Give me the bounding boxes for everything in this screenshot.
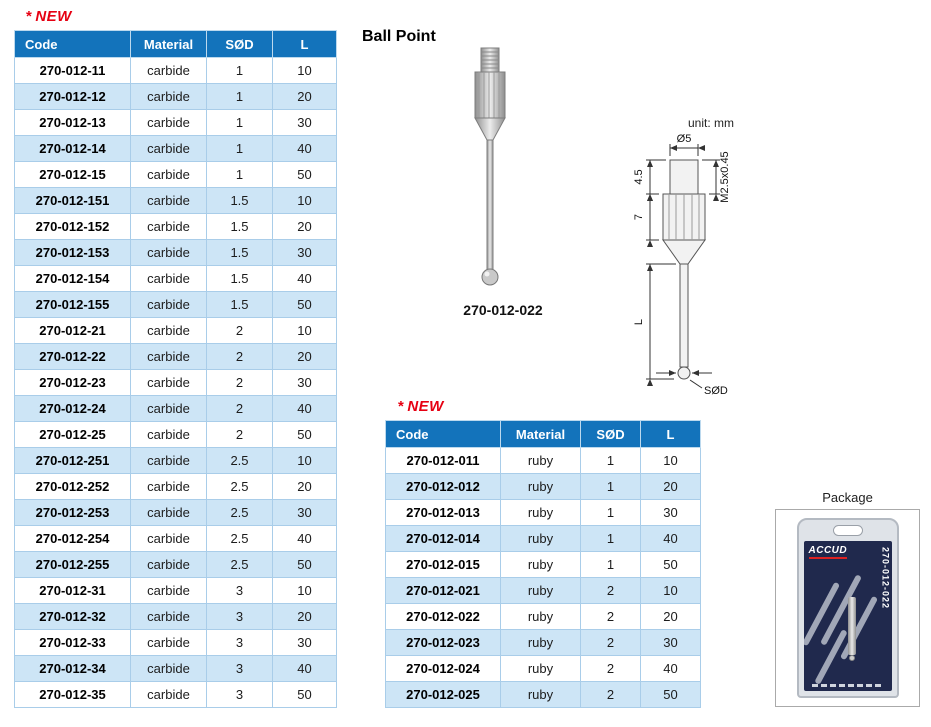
value-cell: 20 [273,344,337,370]
table-row [15,188,337,214]
value-cell: 3 [207,656,273,682]
value-cell: carbide [131,58,207,84]
table-row [386,630,701,656]
value-cell: 1 [207,84,273,110]
code-cell: 270-012-255 [15,552,131,578]
value-cell: 30 [273,370,337,396]
unit-note: unit: mm [688,116,735,130]
value-cell: 10 [273,188,337,214]
code-cell: 270-012-11 [15,58,131,84]
new-text: NEW [407,398,444,415]
value-cell: carbide [131,292,207,318]
value-cell: carbide [131,318,207,344]
value-cell: carbide [131,162,207,188]
value-cell: carbide [131,474,207,500]
table-row [15,344,337,370]
code-cell: 270-012-24 [15,396,131,422]
code-cell: 270-012-33 [15,630,131,656]
column-header: Material [501,421,581,448]
value-cell: 2 [581,630,641,656]
package-card [804,541,892,691]
value-cell: 50 [273,422,337,448]
value-cell: 3 [207,578,273,604]
value-cell: 1.5 [207,240,273,266]
value-cell: ruby [501,656,581,682]
carbide-spec-table [14,30,337,708]
value-cell: 40 [273,656,337,682]
table-row [15,604,337,630]
value-cell: 10 [641,448,701,474]
code-cell: 270-012-012 [386,474,501,500]
table-row [15,578,337,604]
package-image [775,509,920,707]
code-cell: 270-012-31 [15,578,131,604]
new-text: NEW [35,8,72,25]
column-header: L [641,421,701,448]
code-cell: 270-012-152 [15,214,131,240]
table-row [386,604,701,630]
code-cell: 270-012-34 [15,656,131,682]
value-cell: ruby [501,682,581,708]
code-cell: 270-012-024 [386,656,501,682]
value-cell: carbide [131,136,207,162]
value-cell: 2 [581,604,641,630]
code-cell: 270-012-252 [15,474,131,500]
value-cell: ruby [501,526,581,552]
new-badge-left [26,8,72,25]
value-cell: 1.5 [207,266,273,292]
code-cell: 270-012-253 [15,500,131,526]
value-cell: carbide [131,188,207,214]
hang-hole [833,525,863,536]
dim-label-ball: SØD [704,385,728,397]
blister-pack [797,518,899,698]
code-cell: 270-012-254 [15,526,131,552]
value-cell: 1 [581,552,641,578]
value-cell: 20 [273,84,337,110]
packaged-stylus-ball [849,655,855,661]
dim-label-thread: M2.5x0.45 [719,151,731,203]
value-cell: ruby [501,552,581,578]
value-cell: carbide [131,84,207,110]
table-row [386,682,701,708]
value-cell: 50 [273,292,337,318]
value-cell: 40 [641,526,701,552]
stylus-shape [475,48,505,285]
value-cell: 20 [641,604,701,630]
code-cell: 270-012-25 [15,422,131,448]
table-row [15,422,337,448]
value-cell: 2 [207,370,273,396]
technical-drawing [608,132,778,402]
new-star-icon: * [398,398,405,415]
code-cell: 270-012-32 [15,604,131,630]
value-cell: 40 [273,136,337,162]
value-cell: 1 [207,110,273,136]
code-cell: 270-012-35 [15,682,131,708]
value-cell: 30 [273,630,337,656]
package-label: Package [822,490,873,505]
table-row [15,240,337,266]
value-cell: carbide [131,630,207,656]
header-row [15,31,337,58]
value-cell: carbide [131,578,207,604]
value-cell: 2 [207,396,273,422]
value-cell: 50 [273,682,337,708]
new-badge-right [398,398,444,415]
table-row [15,474,337,500]
value-cell: carbide [131,396,207,422]
new-star-icon: * [26,8,33,25]
value-cell: 50 [273,552,337,578]
value-cell: 10 [273,58,337,84]
value-cell: 2 [581,656,641,682]
column-header: Code [15,31,131,58]
value-cell: 2.5 [207,500,273,526]
value-cell: 1 [581,448,641,474]
value-cell: ruby [501,474,581,500]
value-cell: carbide [131,370,207,396]
table-row [386,526,701,552]
value-cell: carbide [131,526,207,552]
value-cell: 40 [273,526,337,552]
table-row [386,500,701,526]
table-row [15,266,337,292]
table-row [15,84,337,110]
value-cell: 30 [273,500,337,526]
value-cell: ruby [501,604,581,630]
value-cell: 3 [207,682,273,708]
table-row [15,630,337,656]
value-cell: 2.5 [207,526,273,552]
code-cell: 270-012-153 [15,240,131,266]
value-cell: ruby [501,500,581,526]
value-cell: 1.5 [207,214,273,240]
value-cell: carbide [131,240,207,266]
header-row [386,421,701,448]
value-cell: 2.5 [207,448,273,474]
value-cell: 2.5 [207,474,273,500]
code-cell: 270-012-23 [15,370,131,396]
code-cell: 270-012-14 [15,136,131,162]
value-cell: 3 [207,604,273,630]
ruby-spec-table [385,420,701,708]
table-row [15,552,337,578]
value-cell: 10 [641,578,701,604]
code-cell: 270-012-151 [15,188,131,214]
value-cell: carbide [131,500,207,526]
column-header: Code [386,421,501,448]
stylus-photo [447,44,533,294]
table-row [386,448,701,474]
value-cell: 1 [207,136,273,162]
value-cell: carbide [131,604,207,630]
code-cell: 270-012-13 [15,110,131,136]
value-cell: 40 [273,266,337,292]
value-cell: 1 [207,58,273,84]
column-header: Material [131,31,207,58]
dim-label-stem: 4.5 [633,169,645,185]
value-cell: 50 [273,162,337,188]
value-cell: 1 [581,474,641,500]
value-cell: 2 [207,318,273,344]
dim-label-diameter: Ø5 [676,133,692,145]
value-cell: 1 [581,526,641,552]
value-cell: 10 [273,318,337,344]
value-cell: 50 [641,552,701,578]
table-row [15,58,337,84]
table-row [15,292,337,318]
value-cell: 10 [273,448,337,474]
value-cell: 1.5 [207,188,273,214]
table-row [15,526,337,552]
value-cell: 30 [273,110,337,136]
value-cell: carbide [131,344,207,370]
table-row [15,318,337,344]
table-row [386,578,701,604]
value-cell: 30 [273,240,337,266]
code-cell: 270-012-021 [386,578,501,604]
value-cell: carbide [131,422,207,448]
column-header: L [273,31,337,58]
value-cell: 10 [273,578,337,604]
value-cell: carbide [131,266,207,292]
code-cell: 270-012-013 [386,500,501,526]
column-header: SØD [207,31,273,58]
value-cell: 2 [207,344,273,370]
value-cell: 1 [581,500,641,526]
table-row [15,370,337,396]
table-row [15,110,337,136]
value-cell: 50 [641,682,701,708]
value-cell: carbide [131,552,207,578]
table-row [15,448,337,474]
code-cell: 270-012-21 [15,318,131,344]
table-row [15,682,337,708]
column-header: SØD [581,421,641,448]
value-cell: 2 [581,682,641,708]
value-cell: 2.5 [207,552,273,578]
table-row [15,214,337,240]
code-cell: 270-012-155 [15,292,131,318]
code-cell: 270-012-12 [15,84,131,110]
value-cell: 2 [207,422,273,448]
code-cell: 270-012-15 [15,162,131,188]
value-cell: carbide [131,682,207,708]
table-row [15,396,337,422]
value-cell: ruby [501,630,581,656]
value-cell: 30 [641,630,701,656]
dim-label-knurl: 7 [633,213,645,221]
value-cell: carbide [131,214,207,240]
packaged-stylus [848,597,856,655]
code-cell: 270-012-011 [386,448,501,474]
value-cell: 20 [641,474,701,500]
value-cell: carbide [131,656,207,682]
product-code-caption: 270-012-022 [463,302,543,318]
dim-label-length: L [633,318,645,326]
code-cell: 270-012-251 [15,448,131,474]
value-cell: 40 [273,396,337,422]
table-row [15,656,337,682]
value-cell: carbide [131,110,207,136]
table-row [15,136,337,162]
code-cell: 270-012-022 [386,604,501,630]
table-row [386,656,701,682]
code-cell: 270-012-154 [15,266,131,292]
code-cell: 270-012-22 [15,344,131,370]
product-title: Ball Point [362,28,436,45]
value-cell: 3 [207,630,273,656]
value-cell: ruby [501,578,581,604]
value-cell: carbide [131,448,207,474]
value-cell: 1 [207,162,273,188]
value-cell: 30 [641,500,701,526]
value-cell: 20 [273,604,337,630]
value-cell: 20 [273,474,337,500]
code-cell: 270-012-025 [386,682,501,708]
table-row [386,474,701,500]
code-cell: 270-012-015 [386,552,501,578]
code-cell: 270-012-014 [386,526,501,552]
drawing-outline [663,160,705,379]
table-row [386,552,701,578]
value-cell: 20 [273,214,337,240]
brand-logo: ACCUD [809,545,848,559]
table-row [15,162,337,188]
value-cell: 1.5 [207,292,273,318]
table-row [15,500,337,526]
value-cell: ruby [501,448,581,474]
fine-print-lines [812,684,884,687]
package-code: 270-012-022 [880,547,891,610]
value-cell: 40 [641,656,701,682]
value-cell: 2 [581,578,641,604]
code-cell: 270-012-023 [386,630,501,656]
